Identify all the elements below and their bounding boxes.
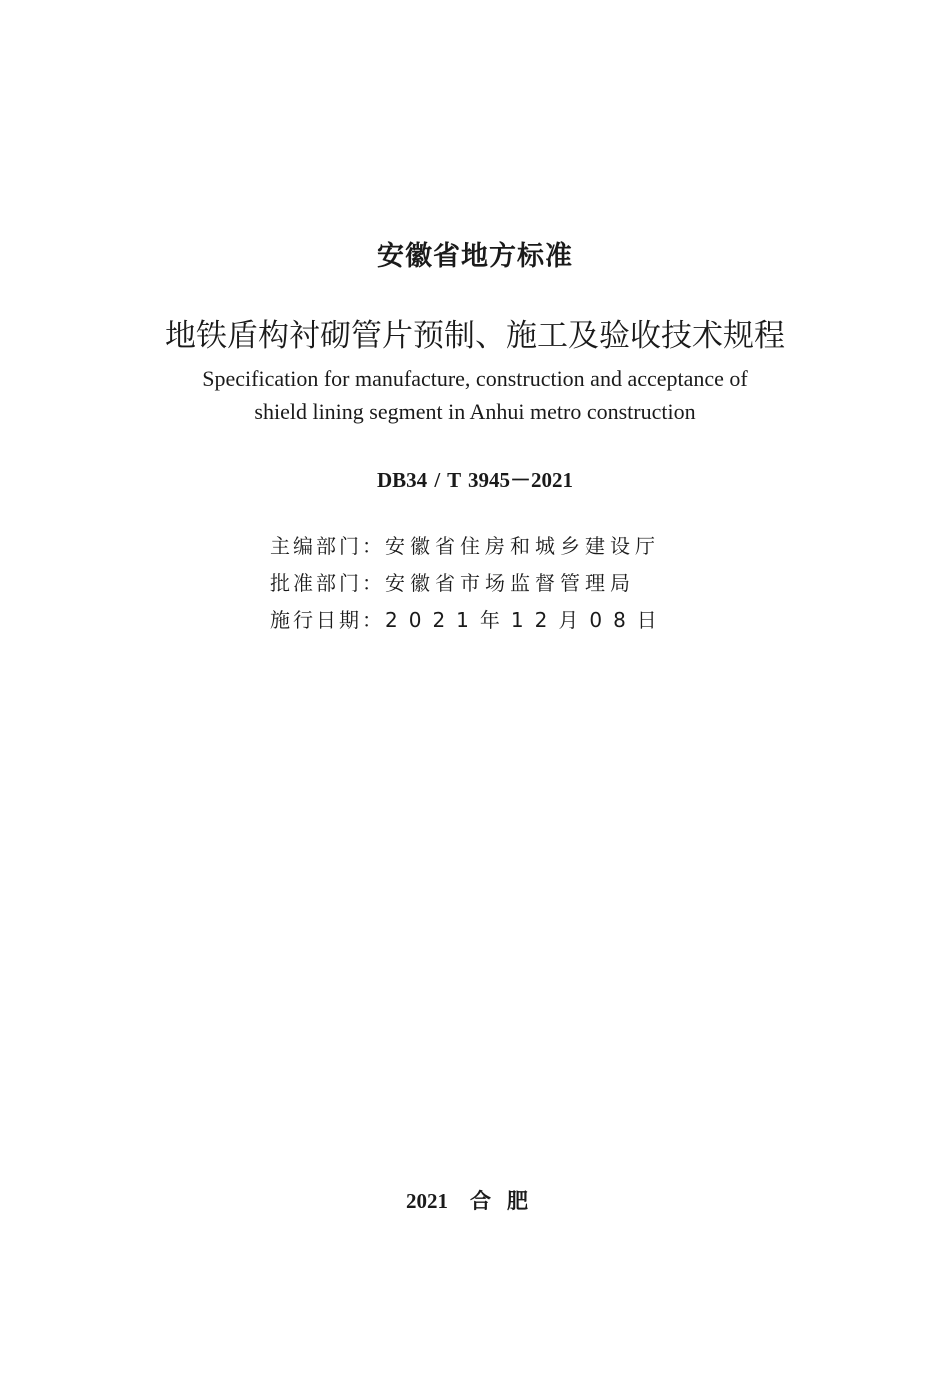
editor-value: 安徽省住房和城乡建设厅 — [385, 534, 660, 558]
effective-date-label: 施行日期： — [270, 608, 385, 632]
title-chinese: 地铁盾构衬砌管片预制、施工及验收技术规程 — [165, 318, 785, 354]
effective-date-row — [270, 604, 668, 633]
publication-city: 合肥 — [470, 1189, 544, 1213]
publication-year: 2021 — [406, 1189, 448, 1213]
title-english-line-1: Specification for manufacture, construction and acceptance of — [202, 366, 748, 391]
standard-category: 安徽省地方标准 — [377, 241, 573, 272]
approver-value: 安徽省市场监督管理局 — [385, 571, 635, 595]
standard-code: DB34 / T 3945－2021 — [376, 468, 573, 492]
editor-row — [270, 530, 660, 559]
effective-date-value: 2021年12月08日 — [385, 608, 668, 632]
approver-label: 批准部门： — [270, 571, 385, 595]
approver-row — [270, 567, 635, 596]
title-english-line-2: shield lining segment in Anhui metro construction — [254, 399, 696, 424]
editor-label: 主编部门： — [270, 534, 385, 558]
publication-footer — [0, 1185, 950, 1215]
